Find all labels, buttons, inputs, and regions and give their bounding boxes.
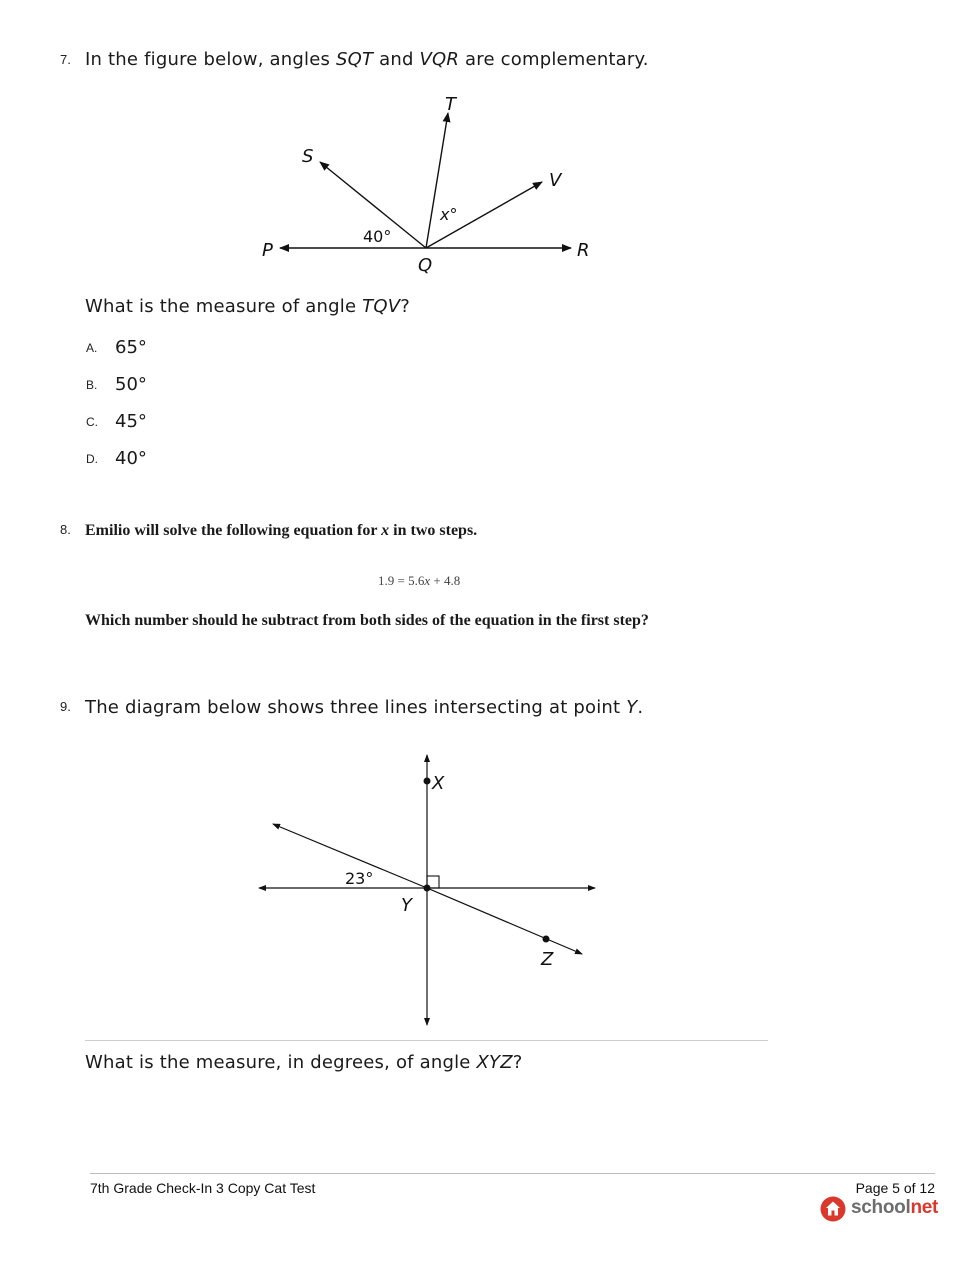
logo-text: schoolnet [851, 1197, 939, 1218]
option-letter: D. [86, 452, 98, 466]
label-s: S [302, 146, 314, 167]
ray-qt [426, 113, 448, 248]
option-value: 40° [115, 448, 147, 469]
option-letter: B. [86, 378, 98, 392]
option-value: 65° [115, 337, 147, 358]
point-z [543, 936, 550, 943]
q9-lines-figure [0, 740, 979, 1040]
option-a[interactable] [86, 336, 286, 373]
label-y: Y [401, 895, 412, 916]
option-value: 45° [115, 411, 147, 432]
option-b[interactable] [86, 373, 286, 410]
slanted-line-right [427, 888, 582, 954]
question-8-question: Which number should he subtract from both sides of the equation in the first step? [85, 612, 649, 629]
option-d[interactable] [86, 447, 286, 484]
label-v: V [549, 170, 562, 191]
schoolnet-logo [820, 1195, 940, 1223]
equation: 1.9 = 5.6x + 4.8 [378, 573, 461, 588]
label-z: Z [541, 949, 554, 970]
point-x [424, 778, 431, 785]
question-7-question: What is the measure of angle TQV? [85, 296, 410, 317]
question-8-prompt: Emilio will solve the following equation for x in two steps. [85, 522, 478, 539]
footer-page-number: Page 5 of 12 [855, 1180, 935, 1196]
label-r: R [577, 240, 590, 261]
angle-label-x: x° [440, 205, 458, 224]
question-8-number: 8. [60, 522, 71, 537]
footer-rule [90, 1173, 935, 1174]
point-y [424, 885, 431, 892]
label-t: T [445, 94, 456, 115]
label-p: P [262, 240, 273, 261]
question-9-question: What is the measure, in degrees, of angle XYZ? [85, 1052, 523, 1073]
home-icon [820, 1196, 846, 1222]
option-letter: A. [86, 341, 98, 355]
q7-angle-figure [0, 0, 979, 300]
option-c[interactable] [86, 410, 286, 447]
question-7-number: 7. [60, 52, 71, 67]
label-q: Q [418, 255, 433, 276]
question-7-prompt: In the figure below, angles SQT and VQR are complementary. [85, 49, 649, 70]
footer-title: 7th Grade Check-In 3 Copy Cat Test [90, 1180, 316, 1196]
question-9-number: 9. [60, 699, 71, 714]
option-value: 50° [115, 374, 147, 395]
question-9-prompt: The diagram below shows three lines intersecting at point Y. [85, 697, 644, 718]
angle-label-40: 40° [363, 227, 392, 246]
option-letter: C. [86, 415, 98, 429]
question-7-options [86, 336, 286, 484]
divider [85, 1040, 768, 1041]
angle-label-23: 23° [345, 869, 374, 888]
label-x: X [432, 773, 445, 794]
